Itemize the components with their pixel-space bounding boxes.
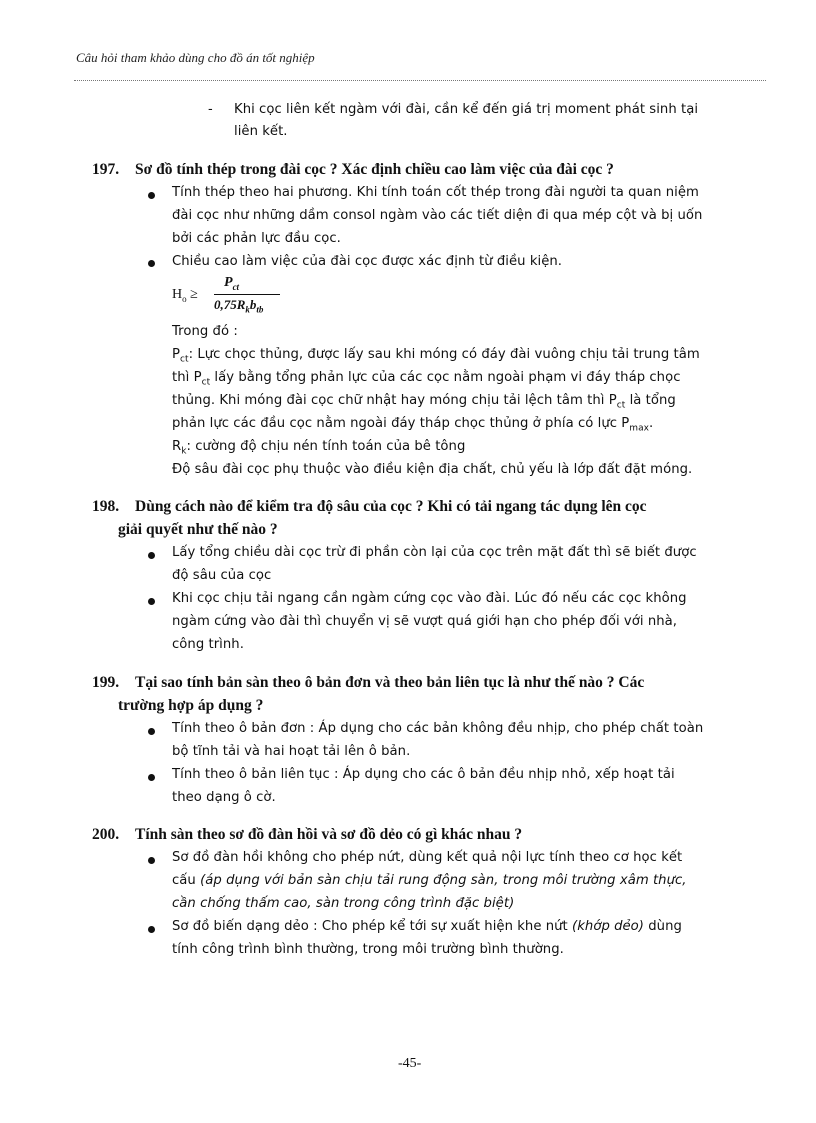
question-number-200: 200. — [92, 826, 120, 843]
question-title-197: Sơ đồ tính thép trong đài cọc ? Xác định chiều cao làm việc của đài cọc ? — [135, 161, 614, 178]
intro-dash-line-2: liên kết. — [234, 124, 288, 139]
q200-bullet2-line1: Sơ đồ biến dạng dẻo : Cho phép kể tới sự xuất hiện khe nứt (khớp dẻo) dùng — [172, 919, 682, 934]
header-divider — [74, 80, 766, 81]
q198-bullet1-line1: Lấy tổng chiều dài cọc trừ đi phần còn lại của cọc trên mặt đất thì sẽ biết được — [172, 545, 697, 560]
q197-bullet1-line1: Tính thép theo hai phương. Khi tính toán cốt thép trong đài người ta quan niệm — [172, 185, 699, 200]
intro-dash-line-1: Khi cọc liên kết ngàm với đài, cần kể đến giá trị moment phát sinh tại — [234, 102, 699, 117]
pct-def-line3: thủng. Khi móng đài cọc chữ nhật hay móng chịu tải lệch tâm thì $P_{ct}$ là tổng — [172, 393, 676, 411]
q200-bullet1-line1: Sơ đồ đàn hồi không cho phép nứt, dùng kết quả nội lực tính theo cơ học kết — [172, 850, 683, 865]
bullet-icon — [148, 260, 155, 267]
formula-numerator: $P_{ct}$ — [224, 275, 240, 292]
bullet-icon — [148, 926, 155, 933]
q200-bullet1-line3: cần chống thấm cao, sàn trong công trình đặc biệt) — [172, 896, 515, 911]
question-title-198-line2: giải quyết như thế nào ? — [118, 521, 278, 538]
q200-bullet2-line2: tính công trình bình thường, trong môi trường bình thường. — [172, 942, 564, 957]
q199-bullet2-line1: Tính theo ô bản liên tục : Áp dụng cho các ô bản đều nhịp nhỏ, xếp hoạt tải — [172, 767, 675, 782]
question-number-197: 197. — [92, 161, 120, 178]
formula-denominator: $0,75R_kb_{tb}$ — [214, 297, 264, 315]
trong-do-label: Trong đó : — [172, 324, 238, 339]
pct-def-line1: $P_{ct}$: Lực chọc thủng, được lấy sau khi móng có đáy đài vuông chịu tải trung tâm — [172, 347, 700, 365]
pct-def-line4: phản lực các đầu cọc nằm ngoài đáy tháp chọc thủng ở phía có lực $P_{max}$. — [172, 416, 654, 434]
q197-bullet2-line1: Chiều cao làm việc của đài cọc được xác định từ điều kiện. — [172, 254, 563, 269]
q199-bullet2-line2: theo dạng ô cờ. — [172, 790, 276, 805]
running-header: Câu hỏi tham khảo dùng cho đồ án tốt nghiệp — [76, 50, 315, 65]
bullet-icon — [148, 857, 155, 864]
question-title-198-line1: Dùng cách nào để kiểm tra độ sâu của cọc ? Khi có tải ngang tác dụng lên cọc — [135, 498, 647, 515]
bullet-icon — [148, 774, 155, 781]
q198-bullet2-line1: Khi cọc chịu tải ngang cần ngàm cứng cọc vào đài. Lúc đó nếu các cọc không — [172, 591, 687, 606]
q198-bullet2-line3: công trình. — [172, 637, 244, 652]
dash-marker: - — [208, 102, 213, 117]
question-title-199-line2: trường hợp áp dụng ? — [118, 697, 264, 714]
pct-def-line2: thì $P_{ct}$ lấy bằng tổng phản lực của các cọc nằm ngoài phạm vi đáy tháp chọc — [172, 370, 681, 388]
bullet-icon — [148, 192, 155, 199]
q197-bullet1-line2: đài cọc như những dầm consol ngàm vào các tiết diện đi qua mép cột và bị uốn — [172, 208, 703, 223]
q199-bullet1-line2: bộ tĩnh tải và hai hoạt tải lên ô bản. — [172, 744, 411, 759]
rk-def-line: $R_k$: cường độ chịu nén tính toán của bê tông — [172, 439, 466, 457]
q200-bullet1-line2: cấu (áp dụng với bản sàn chịu tải rung động sàn, trong môi trường xâm thực, — [172, 873, 687, 888]
bullet-icon — [148, 552, 155, 559]
q199-bullet1-line1: Tính theo ô bản đơn : Áp dụng cho các bản không đều nhịp, cho phép chất toàn — [172, 721, 704, 736]
q198-bullet1-line2: độ sâu của cọc — [172, 568, 272, 583]
page-number: -45- — [398, 1056, 422, 1071]
question-number-198: 198. — [92, 498, 120, 515]
bullet-icon — [148, 598, 155, 605]
question-number-199: 199. — [92, 674, 120, 691]
question-title-200: Tính sàn theo sơ đồ đàn hồi và sơ đồ dẻo có gì khác nhau ? — [135, 826, 523, 843]
q197-bullet1-line3: bởi các phản lực đầu cọc. — [172, 231, 341, 246]
question-title-199-line1: Tại sao tính bản sàn theo ô bản đơn và theo bản liên tục là như thế nào ? Các — [135, 674, 645, 691]
bullet-icon — [148, 728, 155, 735]
fraction-bar — [214, 294, 280, 295]
depth-note: Độ sâu đài cọc phụ thuộc vào điều kiện địa chất, chủ yếu là lớp đất đặt móng. — [172, 462, 693, 477]
q198-bullet2-line2: ngàm cứng vào đài thì chuyển vị sẽ vượt quá giới hạn cho phép đối với nhà, — [172, 614, 678, 629]
